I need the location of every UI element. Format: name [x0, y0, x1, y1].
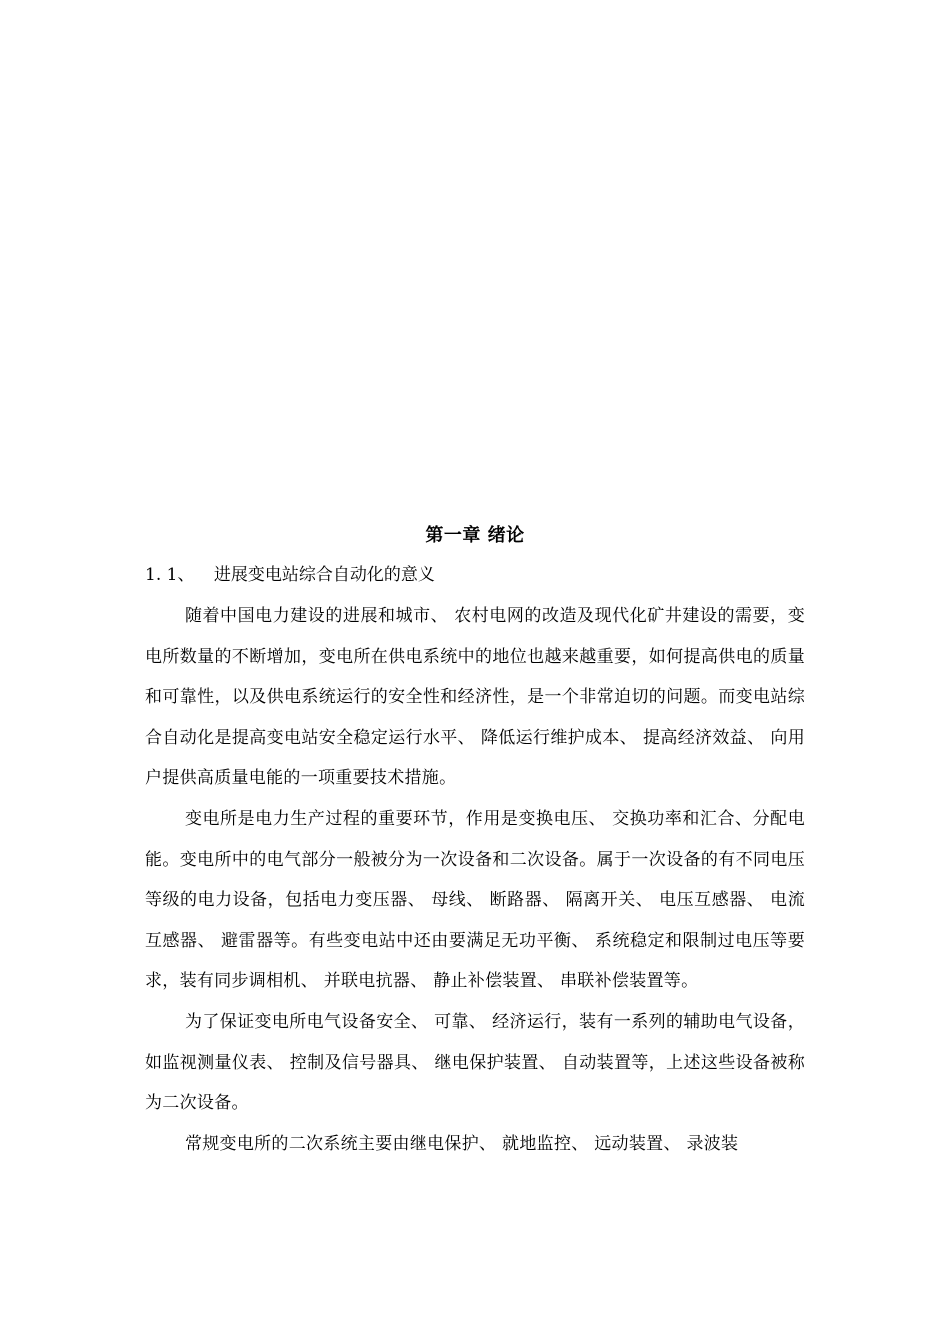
paragraph-4: 常规变电所的二次系统主要由继电保护、 就地监控、 远动装置、 录波装	[184, 1133, 739, 1154]
chapter-title: 第一章 绪论	[425, 525, 525, 546]
section-heading	[145, 562, 435, 588]
section-title: 进展变电站综合自动化的意义	[213, 565, 435, 585]
paragraph-2: 变电所是电力生产过程的重要环节，作用是变换电压、 交换功率和汇合、分配电能。变电所中的电气部分一般被分为一次设备和二次设备。属于一次设备的有不同电压等级的电力设备，包括电力变压器、 母线、 断路器、 隔离开关、 电压互感器、 电流互感器、 避雷器等。有些变电站中还由要满足无功平衡、 系统稳定和限制过电压等要求，装有同步调相机、 并联电抗器、 静止补偿装置、 串联补偿装置等。	[145, 808, 805, 992]
paragraph-1: 随着中国电力建设的进展和城市、 农村电网的改造及现代化矿井建设的需要，变电所数量的不断增加，变电所在供电系统中的地位也越来越重要，如何提高供电的质量和可靠性，以及供电系统运行的安全性和经济性，是一个非常迫切的问题。而变电站综合自动化是提高变电站安全稳定运行水平、 降低运行维护成本、 提高经济效益、 向用户提供高质量电能的一项重要技术措施。	[145, 606, 805, 789]
body-text	[145, 596, 805, 1164]
section-number: 1. 1、	[145, 565, 195, 585]
paragraph-3: 为了保证变电所电气设备安全、 可靠、 经济运行，装有一系列的辅助电气设备，如监视测量仪表、 控制及信号器具、 继电保护装置、 自动装置等，上述这些设备被称为二次设备。	[145, 1011, 805, 1114]
